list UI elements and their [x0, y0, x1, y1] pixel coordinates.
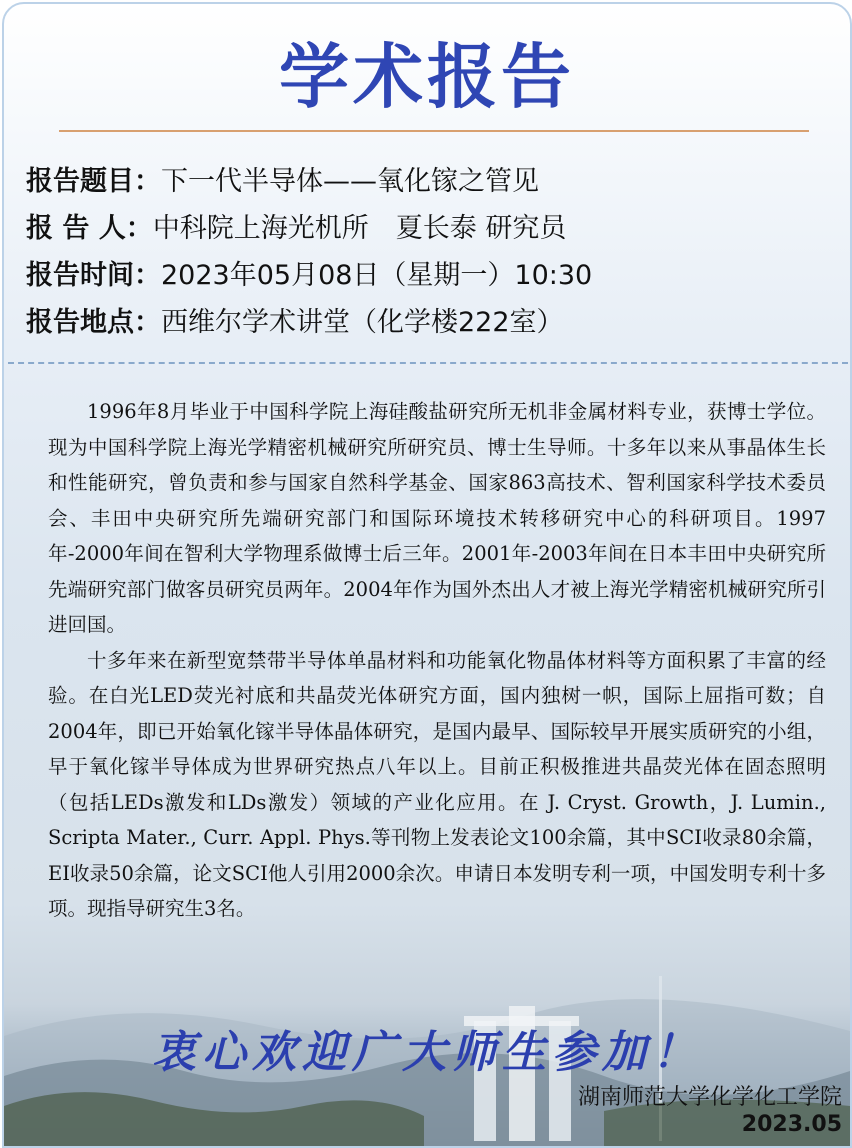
- info-key: 报 告 人：: [26, 213, 153, 244]
- info-key: 报告地点：: [26, 307, 161, 338]
- poster: [2, 2, 852, 1148]
- info-value: 2023年05月08日（星期一）10:30: [161, 260, 593, 291]
- page-title: 学术报告: [279, 36, 575, 118]
- welcome-message: 衷心欢迎广大师生参加！: [152, 1027, 702, 1078]
- section-divider: [8, 362, 848, 364]
- info-value: 中科院上海光机所 夏长泰 研究员: [152, 213, 567, 244]
- info-key: 报告题目：: [26, 166, 161, 197]
- speaker-bio: [48, 394, 826, 927]
- organizer-name: 湖南师范大学化学化工学院: [577, 1085, 842, 1110]
- poster-date: 2023.05: [741, 1112, 842, 1137]
- info-row-speaker: [26, 209, 566, 249]
- title-divider: [59, 130, 809, 132]
- info-value: 西维尔学术讲堂（化学楼222室）: [161, 307, 564, 338]
- info-row-time: [26, 256, 592, 296]
- info-value: 下一代半导体——氧化镓之管见: [161, 166, 539, 197]
- bio-paragraph: 1996年8月毕业于中国科学院上海硅酸盐研究所无机非金属材料专业，获博士学位。现为中国科学院上海光学精密机械研究所研究员、博士生导师。十多年以来从事晶体生长和性能研究，曾负责和参与国家自然科学基金、国家863高技术、智利国家科学技术委员会、丰田中央研究所先端研究部门和国际环境技术转移研究中心的科研项目。1997年-2000年间在智利大学物理系做博士后三年。2001年-2003年间在日本丰田中央研究所先端研究部门做客员研究员两年。2004年作为国外杰出人才被上海光学精密机械研究所引进回国。: [48, 400, 826, 636]
- info-row-topic: [26, 162, 539, 202]
- info-row-location: [26, 303, 564, 343]
- info-key: 报告时间：: [26, 260, 161, 291]
- bio-paragraph: 十多年来在新型宽禁带半导体单晶材料和功能氧化物晶体材料等方面积累了丰富的经验。在白光LED荧光衬底和共晶荧光体研究方面，国内独树一帜，国际上屈指可数；自2004年，即已开始氧化镓半导体晶体研究，是国内最早、国际较早开展实质研究的小组，早于氧化镓半导体成为世界研究热点八年以上。目前正积极推进共晶荧光体在固态照明（包括LEDs激发和LDs激发）领域的产业化应用。在 J. Cryst. Growth，J. Lumin., Scripta Mater., Curr. Appl. Phys.等刊物上发表论文100余篇，其中SCI收录80余篇，EI收录50余篇，论文SCI他人引用2000余次。申请日本发明专利一项，中国发明专利十多项。现指导研究生3名。: [48, 648, 826, 920]
